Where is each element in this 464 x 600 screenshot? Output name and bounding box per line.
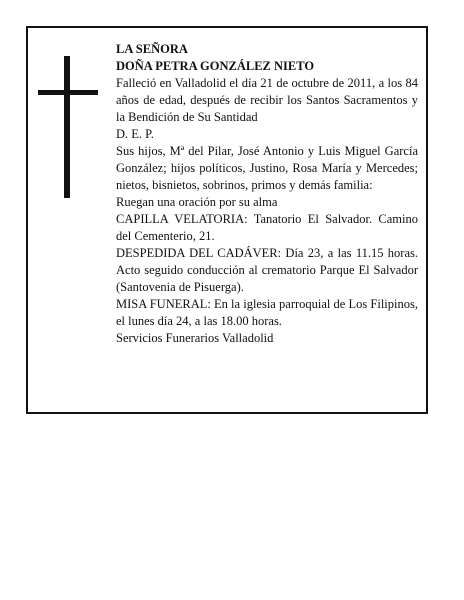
family-list: Sus hijos, Mª del Pilar, José Antonio y Luis Miguel García González; hijos políticos, Justino, Rosa María y Mercedes; nietos, bisnietos, sobrinos, primos y demás familia: xyxy=(116,144,418,192)
cross-icon xyxy=(38,56,98,198)
funeral-mass-info: MISA FUNERAL: En la iglesia parroquial de Los Filipinos, el lunes día 24, a las 18.00 horas. xyxy=(116,297,418,328)
farewell-info: DESPEDIDA DEL CADÁVER: Día 23, a las 11.15 horas. Acto seguido conducción al crematorio Parque El Salvador (Santovenia de Pisuerga). xyxy=(116,246,418,294)
deceased-name: DOÑA PETRA GONZÁLEZ NIETO xyxy=(116,59,315,73)
wake-chapel-info: CAPILLA VELATORIA: Tanatorio El Salvador. Camino del Cementerio, 21. xyxy=(116,212,418,243)
death-announcement: Falleció en Valladolid el día 21 de octubre de 2011, a los 84 años de edad, después de recibir los Santos Sacramentos y la Bendición de Su Santidad xyxy=(116,76,418,124)
rest-in-peace: D. E. P. xyxy=(116,127,154,141)
notice-title: LA SEÑORA xyxy=(116,42,188,56)
obituary-notice xyxy=(26,26,428,414)
cross-horizontal-bar xyxy=(38,90,98,95)
cross-vertical-bar xyxy=(64,56,70,198)
notice-body xyxy=(116,41,418,347)
funeral-services-name: Servicios Funerarios Valladolid xyxy=(116,331,274,345)
prayer-request: Ruegan una oración por su alma xyxy=(116,195,278,209)
